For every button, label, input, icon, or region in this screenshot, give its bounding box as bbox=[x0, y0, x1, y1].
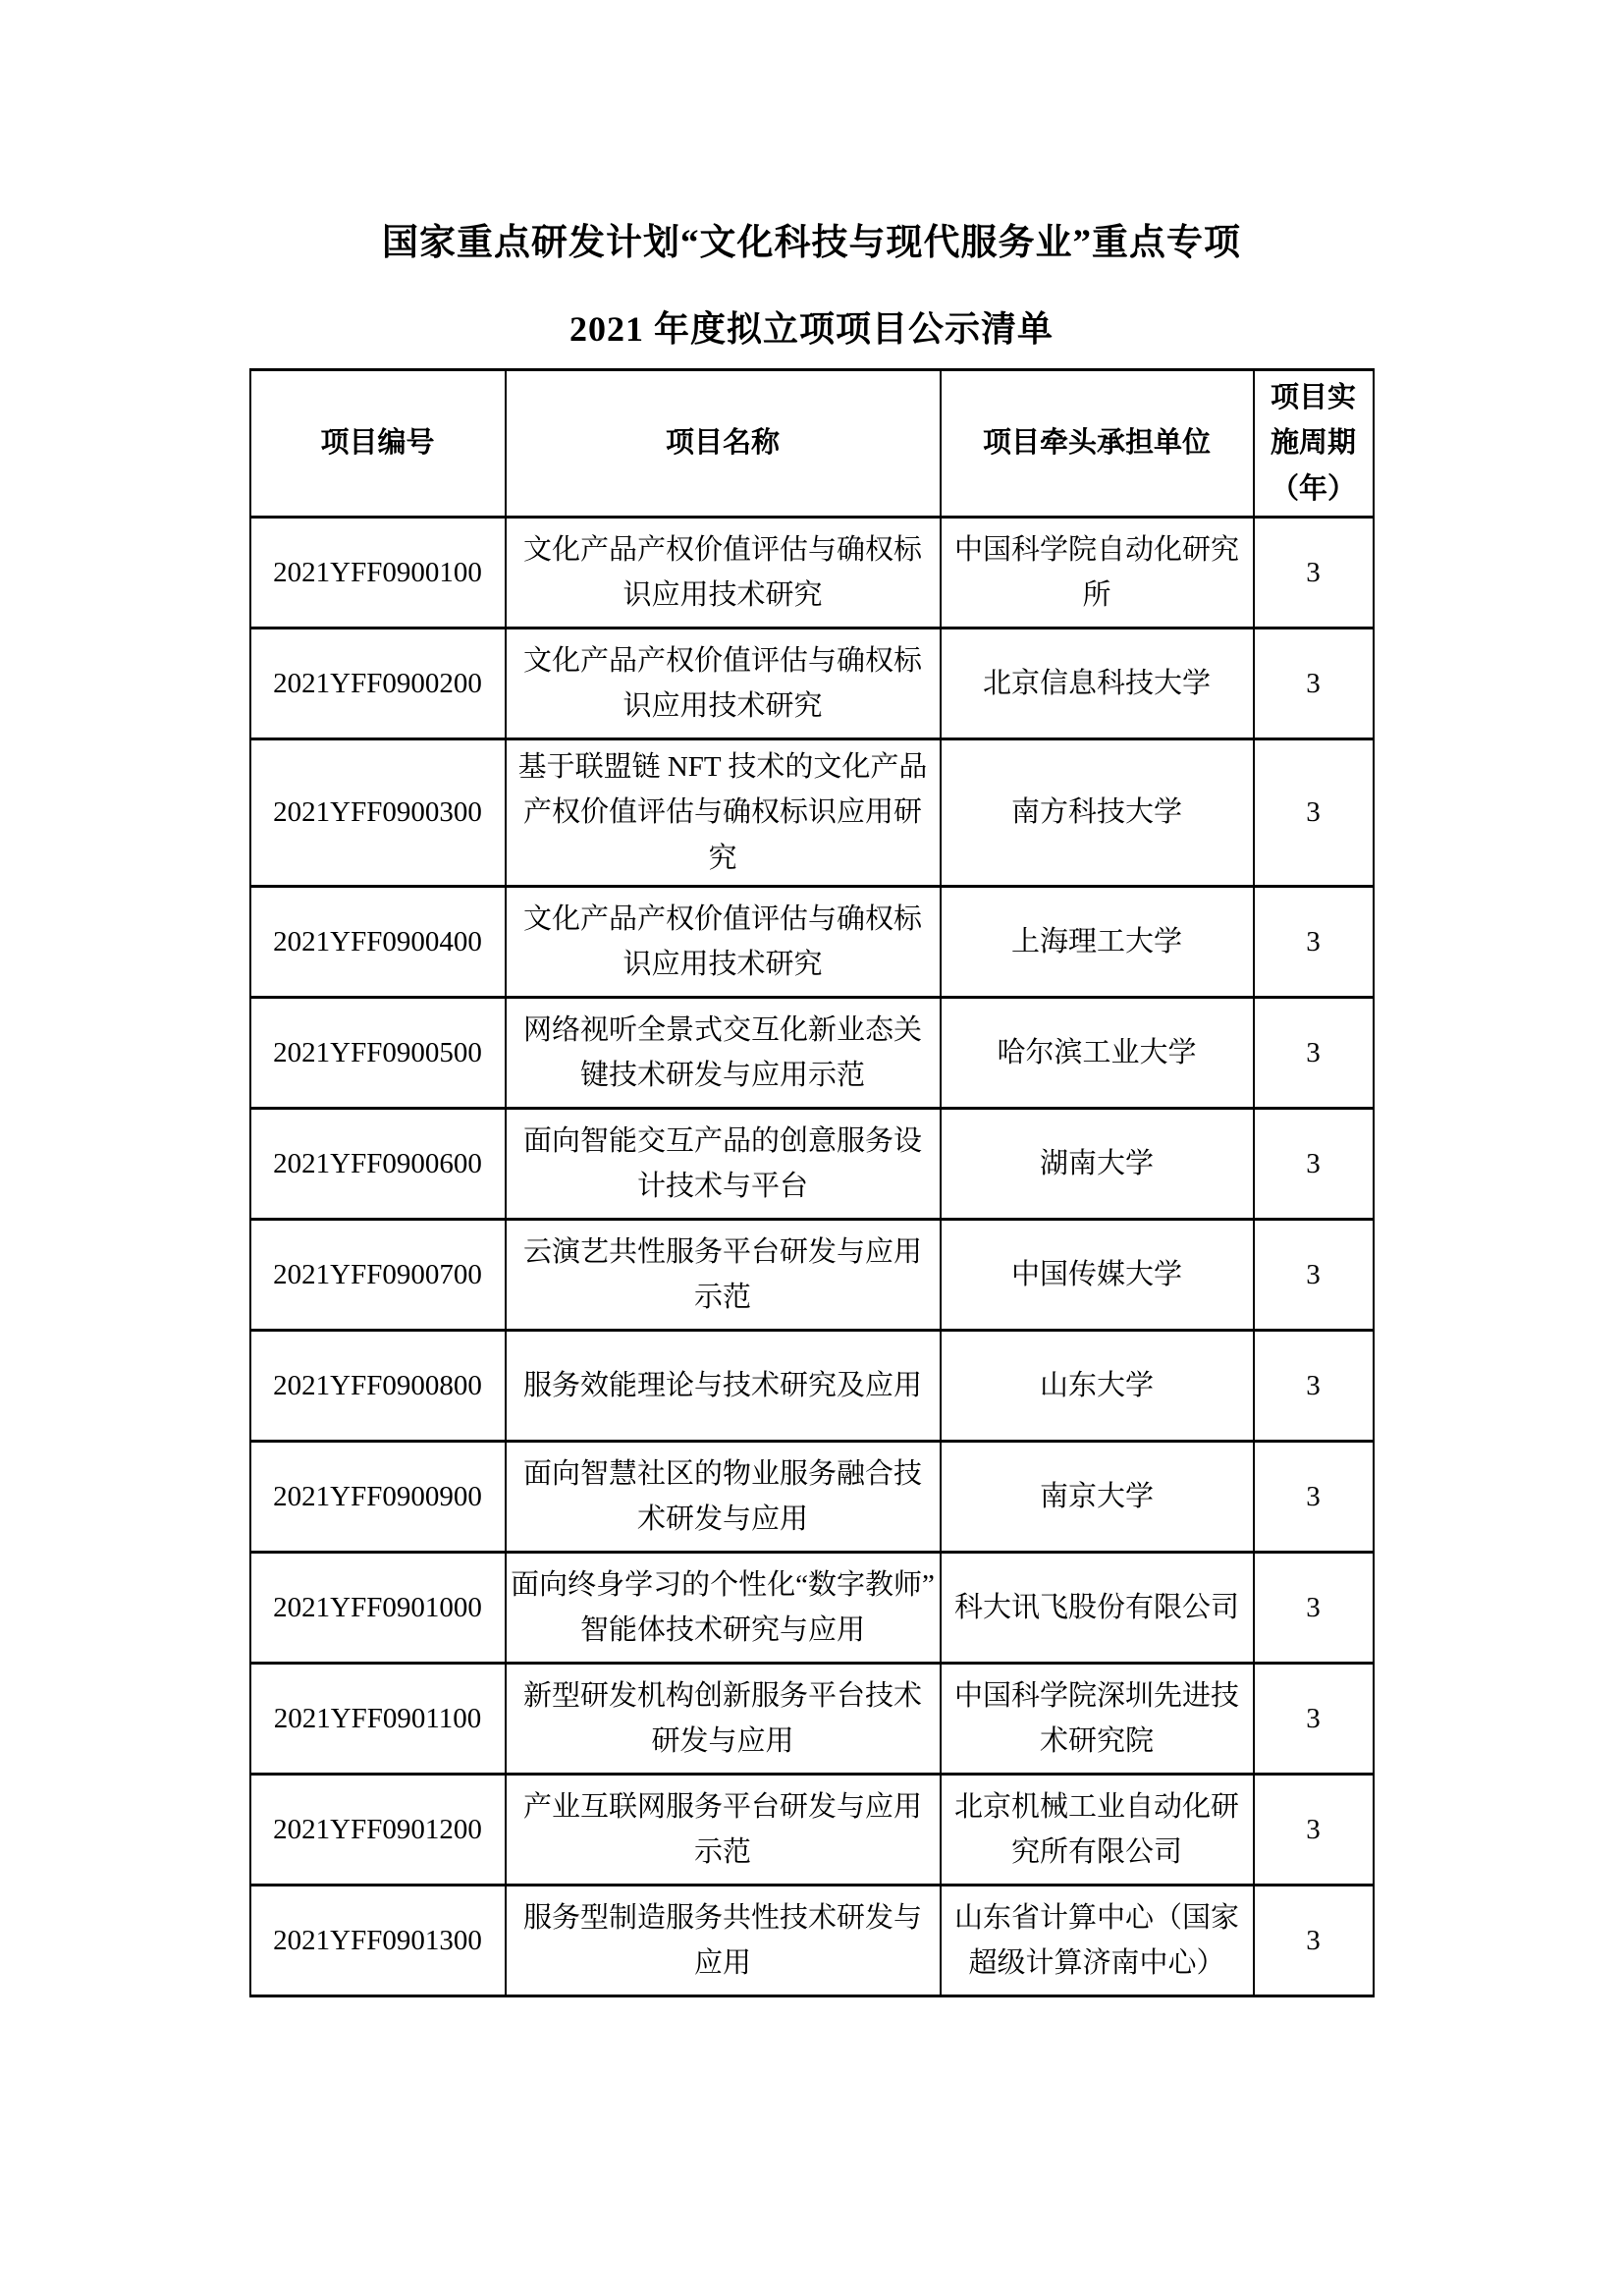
table-row bbox=[250, 1886, 1374, 1996]
column-header-implementation-period: 项目实施周期（年） bbox=[1254, 369, 1374, 517]
cell-lead-organization: 南京大学 bbox=[941, 1442, 1254, 1553]
cell-project-code: 2021YFF0901200 bbox=[250, 1775, 506, 1886]
table-row bbox=[250, 1775, 1374, 1886]
cell-project-name: 网络视听全景式交互化新业态关键技术研发与应用示范 bbox=[506, 998, 941, 1109]
projects-table bbox=[249, 368, 1375, 1997]
cell-project-name: 文化产品产权价值评估与确权标识应用技术研究 bbox=[506, 887, 941, 998]
table-row bbox=[250, 1220, 1374, 1331]
cell-implementation-period: 3 bbox=[1254, 887, 1374, 998]
cell-lead-organization: 山东省计算中心（国家超级计算济南中心） bbox=[941, 1886, 1254, 1996]
cell-project-code: 2021YFF0900300 bbox=[250, 739, 506, 887]
cell-project-code: 2021YFF0900600 bbox=[250, 1109, 506, 1220]
table-row bbox=[250, 518, 1374, 629]
cell-project-name: 面向智能交互产品的创意服务设计技术与平台 bbox=[506, 1109, 941, 1220]
cell-project-name: 面向终身学习的个性化“数字教师”智能体技术研究与应用 bbox=[506, 1553, 941, 1664]
page-title-line2: 2021 年度拟立项项目公示清单 bbox=[568, 309, 1054, 350]
cell-lead-organization: 哈尔滨工业大学 bbox=[941, 998, 1254, 1109]
table-row bbox=[250, 1664, 1374, 1775]
cell-implementation-period: 3 bbox=[1254, 1553, 1374, 1664]
table-row bbox=[250, 629, 1374, 739]
cell-lead-organization: 中国传媒大学 bbox=[941, 1220, 1254, 1331]
cell-project-code: 2021YFF0901000 bbox=[250, 1553, 506, 1664]
cell-project-code: 2021YFF0900100 bbox=[250, 518, 506, 629]
cell-project-name: 产业互联网服务平台研发与应用示范 bbox=[506, 1775, 941, 1886]
column-header-project-code: 项目编号 bbox=[250, 369, 506, 517]
cell-project-name: 面向智慧社区的物业服务融合技术研发与应用 bbox=[506, 1442, 941, 1553]
cell-lead-organization: 上海理工大学 bbox=[941, 887, 1254, 998]
cell-implementation-period: 3 bbox=[1254, 1109, 1374, 1220]
column-header-project-name: 项目名称 bbox=[506, 369, 941, 517]
cell-project-name: 服务型制造服务共性技术研发与应用 bbox=[506, 1886, 941, 1996]
cell-project-name: 云演艺共性服务平台研发与应用示范 bbox=[506, 1220, 941, 1331]
cell-project-name: 服务效能理论与技术研究及应用 bbox=[506, 1331, 941, 1442]
table-body bbox=[250, 518, 1374, 1996]
cell-lead-organization: 湖南大学 bbox=[941, 1109, 1254, 1220]
cell-project-code: 2021YFF0900800 bbox=[250, 1331, 506, 1442]
table-row bbox=[250, 998, 1374, 1109]
cell-implementation-period: 3 bbox=[1254, 739, 1374, 887]
cell-lead-organization: 山东大学 bbox=[941, 1331, 1254, 1442]
cell-implementation-period: 3 bbox=[1254, 1331, 1374, 1442]
cell-project-code: 2021YFF0900700 bbox=[250, 1220, 506, 1331]
cell-implementation-period: 3 bbox=[1254, 1775, 1374, 1886]
cell-lead-organization: 北京机械工业自动化研究所有限公司 bbox=[941, 1775, 1254, 1886]
cell-project-name: 文化产品产权价值评估与确权标识应用技术研究 bbox=[506, 518, 941, 629]
cell-lead-organization: 中国科学院自动化研究所 bbox=[941, 518, 1254, 629]
table-row bbox=[250, 1442, 1374, 1553]
cell-implementation-period: 3 bbox=[1254, 1664, 1374, 1775]
cell-project-code: 2021YFF0900200 bbox=[250, 629, 506, 739]
table-row bbox=[250, 739, 1374, 887]
cell-implementation-period: 3 bbox=[1254, 1886, 1374, 1996]
cell-project-name: 基于联盟链 NFT 技术的文化产品产权价值评估与确权标识应用研究 bbox=[506, 739, 941, 887]
cell-implementation-period: 3 bbox=[1254, 1442, 1374, 1553]
cell-project-code: 2021YFF0900400 bbox=[250, 887, 506, 998]
cell-project-name: 文化产品产权价值评估与确权标识应用技术研究 bbox=[506, 629, 941, 739]
cell-project-code: 2021YFF0901300 bbox=[250, 1886, 506, 1996]
table-row bbox=[250, 1553, 1374, 1664]
table-header-row bbox=[250, 369, 1374, 517]
cell-lead-organization: 南方科技大学 bbox=[941, 739, 1254, 887]
column-header-lead-organization: 项目牵头承担单位 bbox=[941, 369, 1254, 517]
cell-implementation-period: 3 bbox=[1254, 629, 1374, 739]
page-title-line1: 国家重点研发计划“文化科技与现代服务业”重点专项 bbox=[382, 223, 1241, 263]
table-row bbox=[250, 1331, 1374, 1442]
cell-lead-organization: 北京信息科技大学 bbox=[941, 629, 1254, 739]
cell-project-code: 2021YFF0901100 bbox=[250, 1664, 506, 1775]
cell-lead-organization: 中国科学院深圳先进技术研究院 bbox=[941, 1664, 1254, 1775]
table-row bbox=[250, 1109, 1374, 1220]
cell-project-code: 2021YFF0900900 bbox=[250, 1442, 506, 1553]
cell-project-code: 2021YFF0900500 bbox=[250, 998, 506, 1109]
cell-implementation-period: 3 bbox=[1254, 1220, 1374, 1331]
cell-implementation-period: 3 bbox=[1254, 518, 1374, 629]
cell-lead-organization: 科大讯飞股份有限公司 bbox=[941, 1553, 1254, 1664]
cell-implementation-period: 3 bbox=[1254, 998, 1374, 1109]
cell-project-name: 新型研发机构创新服务平台技术研发与应用 bbox=[506, 1664, 941, 1775]
table-row bbox=[250, 887, 1374, 998]
